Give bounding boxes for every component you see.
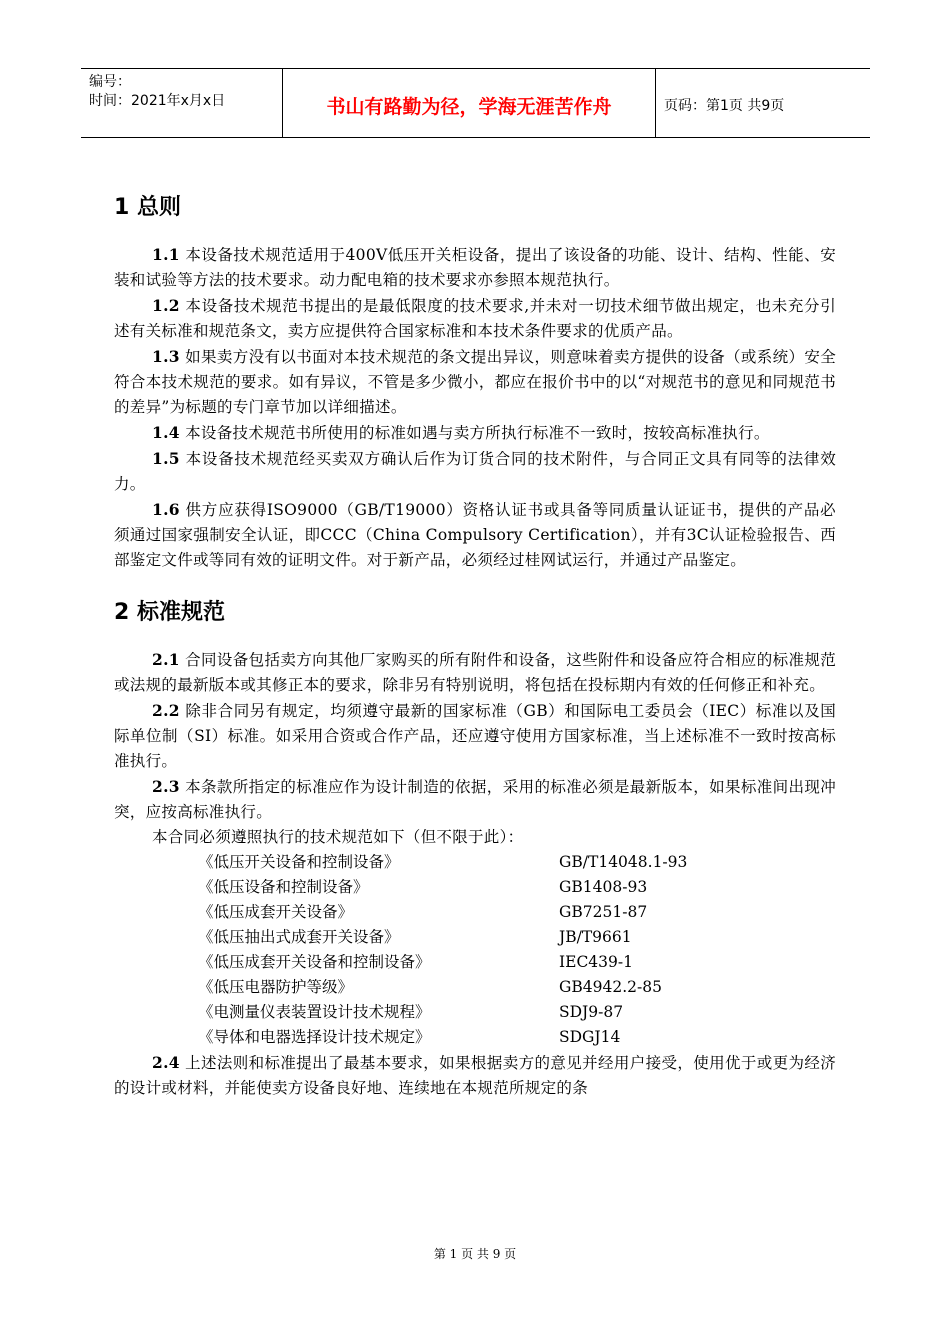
- clause-number: 1.4: [152, 423, 180, 442]
- clause-number: 2.2: [152, 701, 180, 720]
- clause-text: 上述法则和标准提出了最基本要求，如果根据卖方的意见并经用户接受，使用优于或更为经济的设计或材料，并能使卖方设备良好地、连续地在本规范所规定的条: [114, 1054, 836, 1097]
- document-body: [114, 190, 836, 1101]
- standard-name: 《低压设备和控制设备》: [198, 878, 369, 896]
- clause-text: 本条款所指定的标准应作为设计制造的依据，采用的标准必须是最新版本，如果标准间出现冲突，应按高标准执行。: [114, 778, 836, 821]
- standard-code: GB4942.2-85: [559, 978, 662, 996]
- standard-name: 《电测量仪表装置设计技术规程》: [198, 1003, 431, 1021]
- standard-code: GB1408-93: [559, 878, 648, 896]
- page-header: [81, 68, 870, 138]
- paragraph-1-3: [114, 344, 836, 420]
- standard-name: 《低压成套开关设备》: [198, 903, 354, 921]
- standard-item: [114, 950, 836, 975]
- paragraph-1-5: [114, 446, 836, 497]
- paragraph-2-4: [114, 1050, 836, 1101]
- clause-number: 1.2: [152, 296, 180, 315]
- standard-name: 《低压抽出式成套开关设备》: [198, 928, 400, 946]
- standard-code: GB7251-87: [559, 903, 648, 921]
- clause-number: 2.4: [152, 1053, 180, 1072]
- header-motto: 书山有路勤为径，学海无涯苦作舟: [283, 69, 656, 137]
- standard-code: SDGJ14: [559, 1028, 621, 1046]
- clause-number: 2.3: [152, 777, 180, 796]
- paragraph-1-4: [114, 420, 836, 446]
- standard-code: SDJ9-87: [559, 1003, 624, 1021]
- paragraph-2-1: [114, 647, 836, 698]
- clause-text: 如果卖方没有以书面对本技术规范的条文提出异议，则意味着卖方提供的设备（或系统）安全符合本技术规范的要求。如有异议，不管是多少微小，都应在报价书中的以“对规范书的意见和同规范书的差异”为标题的专门章节加以详细描述。: [114, 348, 836, 416]
- standard-item: [114, 900, 836, 925]
- clause-number: 1.6: [152, 500, 180, 519]
- header-date: 时间：2021年x月x日: [89, 93, 226, 109]
- clause-number: 1.1: [152, 245, 180, 264]
- header-page-number: 页码：第1页 共9页: [664, 98, 785, 114]
- standard-name: 《导体和电器选择设计技术规定》: [198, 1028, 431, 1046]
- clause-text: 本设备技术规范书所使用的标准如遇与卖方所执行标准不一致时，按较高标准执行。: [179, 424, 770, 442]
- standard-item: [114, 975, 836, 1000]
- paragraph-2-2: [114, 698, 836, 774]
- standards-list: [114, 850, 836, 1050]
- standard-item: [114, 850, 836, 875]
- paragraph-1-2: [114, 293, 836, 344]
- clause-text: 本设备技术规范书提出的是最低限度的技术要求,并未对一切技术细节做出规定，也未充分引述有关标准和规范条文，卖方应提供符合国家标准和本技术条件要求的优质产品。: [114, 297, 836, 340]
- standard-code: IEC439-1: [559, 953, 633, 971]
- section-2-title: 2 标准规范: [114, 600, 225, 625]
- standards-list-intro: 本合同必须遵照执行的技术规范如下（但不限于此）：: [152, 828, 524, 846]
- clause-text: 除非合同另有规定，均须遵守最新的国家标准（GB）和国际电工委员会（IEC）标准以及国际单位制（SI）标准。如采用合资或合作产品，还应遵守使用方国家标准，当上述标准不一致时按高标准执行。: [114, 702, 836, 770]
- standard-item: [114, 1025, 836, 1050]
- section-1-title: 1 总则: [114, 195, 181, 220]
- paragraph-1-6: [114, 497, 836, 573]
- standard-code: JB/T9661: [559, 928, 632, 946]
- standard-name: 《低压开关设备和控制设备》: [198, 853, 400, 871]
- clause-number: 1.5: [152, 449, 180, 468]
- header-number: 编号：: [89, 74, 131, 90]
- standard-item: [114, 875, 836, 900]
- clause-number: 1.3: [152, 347, 180, 366]
- clause-text: 本设备技术规范经买卖双方确认后作为订货合同的技术附件，与合同正文具有同等的法律效力。: [114, 450, 836, 493]
- paragraph-1-1: [114, 242, 836, 293]
- standard-item: [114, 1000, 836, 1025]
- clause-number: 2.1: [152, 650, 180, 669]
- standard-name: 《低压电器防护等级》: [198, 978, 354, 996]
- header-meta: [81, 69, 283, 137]
- standard-name: 《低压成套开关设备和控制设备》: [198, 953, 431, 971]
- standard-code: GB/T14048.1-93: [559, 853, 688, 871]
- standard-item: [114, 925, 836, 950]
- clause-text: 本设备技术规范适用于400V低压开关柜设备，提出了该设备的功能、设计、结构、性能、安装和试验等方法的技术要求。动力配电箱的技术要求亦参照本规范执行。: [114, 246, 836, 289]
- clause-text: 供方应获得ISO9000（GB/T19000）资格认证书或具备等同质量认证证书，提供的产品必须通过国家强制安全认证，即CCC（China Compulsory Certification），并有3C认证检验报告、西部鉴定文件或等同有效的证明文件。对于新产品，必须经过桂网试运行，并通过产品鉴定。: [114, 501, 836, 569]
- page-footer: 第 1 页 共 9 页: [433, 1247, 517, 1261]
- paragraph-2-3: [114, 774, 836, 825]
- clause-text: 合同设备包括卖方向其他厂家购买的所有附件和设备，这些附件和设备应符合相应的标准规范或法规的最新版本或其修正本的要求，除非另有特别说明，将包括在投标期内有效的任何修正和补充。: [114, 651, 836, 694]
